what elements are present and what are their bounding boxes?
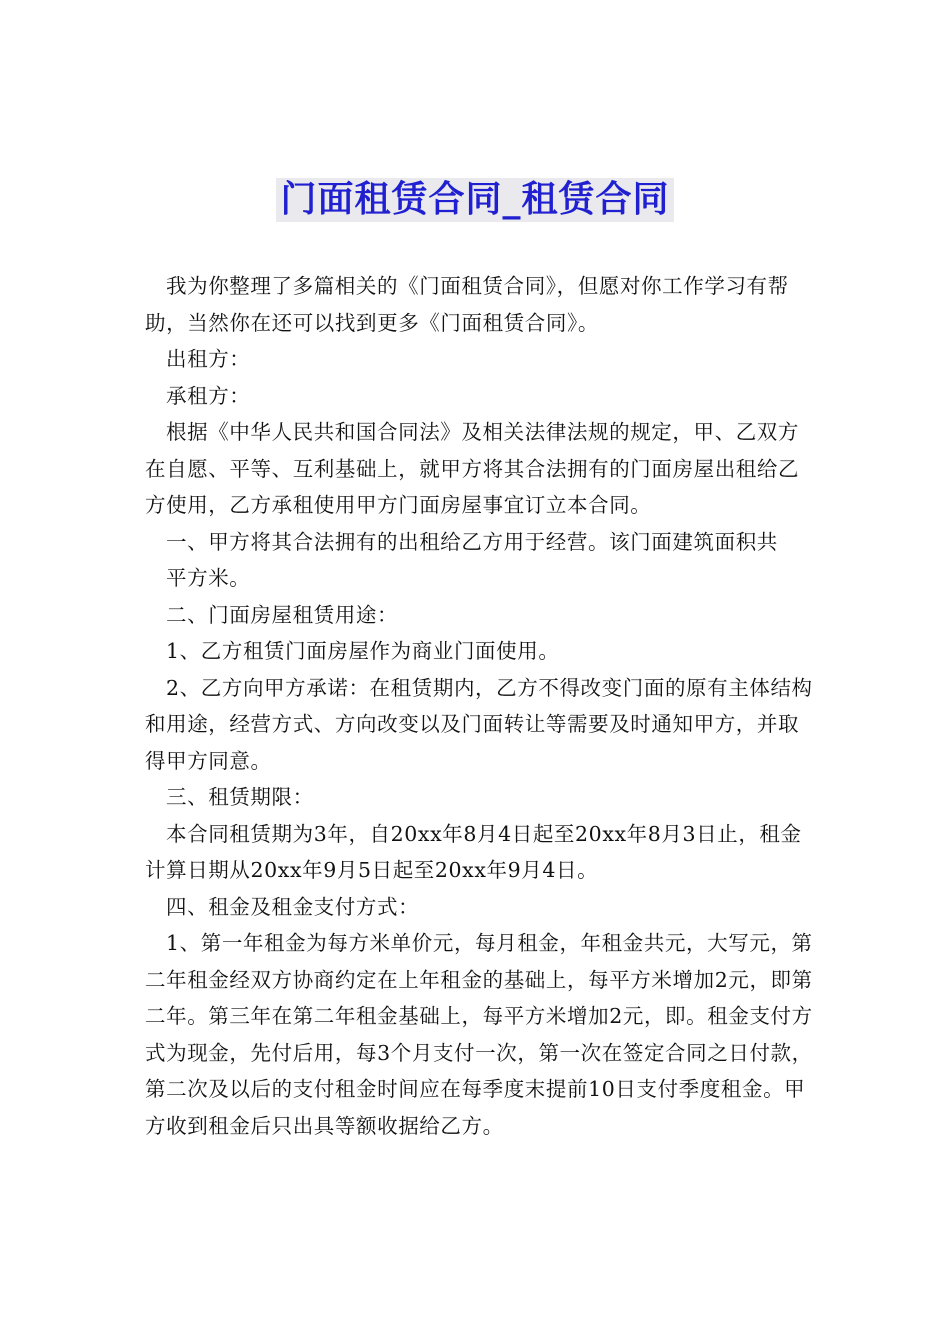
clause-1-area-line: 平方米。 bbox=[166, 566, 251, 590]
lessee-line: 承租方： bbox=[166, 383, 251, 408]
clause-2-item-2: 2、乙方向甲方承诺：在租赁期内，乙方不得改变门面的原有主体结构和用途，经营方式、方向改变以及门面转让等需要及时通知甲方，并取得甲方同意。 bbox=[145, 675, 813, 773]
clause-2-item-1: 1、乙方租赁门面房屋作为商业门面使用。 bbox=[166, 639, 560, 663]
clause-2-heading: 二、门面房屋租赁用途： bbox=[166, 602, 399, 627]
clause-4-heading: 四、租金及租金支付方式： bbox=[166, 894, 420, 919]
document-title: 门面租赁合同_租赁合同 bbox=[276, 178, 673, 222]
document-body bbox=[145, 268, 815, 1144]
clause-3-paragraph: 本合同租赁期为3年，自20xx年8月4日起至20xx年8月3日止，租金计算日期从20xx年9月5日起至20xx年9月4日。 bbox=[145, 821, 802, 882]
clause-3-heading: 三、租赁期限： bbox=[166, 785, 314, 809]
title-container bbox=[0, 178, 950, 222]
legal-basis-paragraph: 根据《中华人民共和国合同法》及相关法律法规的规定，甲、乙双方在自愿、平等、互利基础上，就甲方将其合法拥有的门面房屋出租给乙方使用，乙方承租使用甲方门面房屋事宜订立本合同。 bbox=[145, 420, 800, 517]
clause-4-item-1: 1、第一年租金为每方米单价元，每月租金，年租金共元，大写元，第二年租金经双方协商约定在上年租金的基础上，每平方米增加2元，即第二年。第三年在第二年租金基础上，每平方米增加2元，即。租金支付方式为现金，先付后用，每3个月支付一次，第一次在签定合同之日付款，第二次及以后的支付租金时间应在每季度末提前10日支付季度租金。甲方收到租金后只出具等额收据给乙方。 bbox=[145, 931, 813, 1138]
clause-1-paragraph: 一、甲方将其合法拥有的出租给乙方用于经营。该门面建筑面积共 bbox=[166, 529, 778, 554]
lessor-line: 出租方： bbox=[166, 347, 251, 371]
intro-paragraph: 我为你整理了多篇相关的《门面租赁合同》，但愿对你工作学习有帮助，当然你在还可以找到更多《门面租赁合同》。 bbox=[145, 274, 789, 335]
